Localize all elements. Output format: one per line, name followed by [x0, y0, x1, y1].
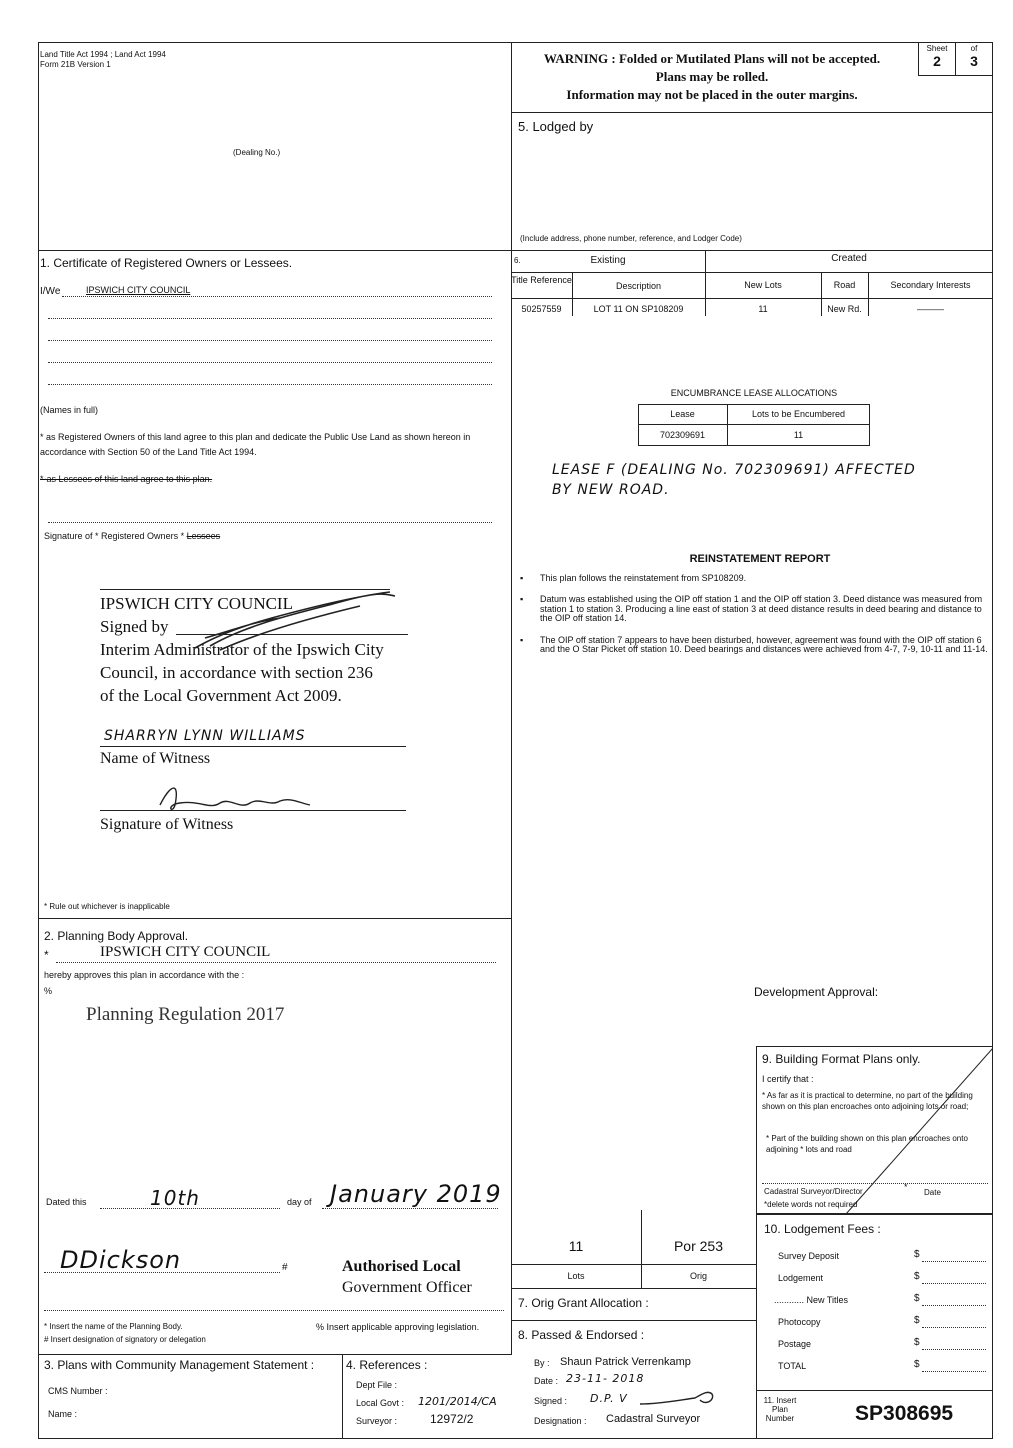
row-secondary: ——— — [917, 304, 944, 314]
building-signature-line — [762, 1183, 988, 1184]
fees-title: 10. Lodgement Fees : — [764, 1222, 881, 1236]
lots-label: Lots — [567, 1271, 585, 1281]
witness-signature — [150, 775, 320, 820]
owner-line-3 — [48, 340, 492, 341]
row-new-lots: 11 — [758, 304, 768, 314]
fee-label-6: TOTAL — [778, 1361, 807, 1371]
fee-line-2 — [922, 1283, 986, 1284]
block-signed-by: Signed by — [100, 617, 169, 636]
plan-number-value: SP308695 — [855, 1402, 954, 1425]
fee-line-4 — [922, 1327, 986, 1328]
col-description: Description — [615, 281, 662, 291]
fee-line-6 — [922, 1371, 986, 1372]
officer-line-2: Government Officer — [342, 1279, 472, 1296]
header-bottom-line — [38, 250, 993, 251]
block-line-4: Council, in accordance with section 236 — [100, 663, 373, 682]
block-council: IPSWICH CITY COUNCIL — [100, 594, 293, 613]
cms-name-label: Name : — [48, 1409, 78, 1419]
signature-dotted-line — [48, 522, 492, 523]
dept-file-label: Dept File : — [356, 1380, 398, 1390]
certificate-title: 1. Certificate of Registered Owners or Lessees. — [40, 256, 293, 270]
dealing-no-label: (Dealing No.) — [233, 148, 281, 157]
encumbrance-header-line — [638, 424, 870, 425]
encumbrance-title: ENCUMBRANCE LEASE ALLOCATIONS — [670, 388, 838, 398]
owner-line-5 — [48, 384, 492, 385]
reinstatement-item-2: ▪ Datum was established using the OIP off station 1 and the OIP off station 3. Deed distance was measured from station 1 to station 3. Producing a line east of station 3 at deed distance results in deed bearing and distance to the OIP off station 14. — [518, 595, 988, 623]
rule-note: * Rule out whichever is inapplicable — [44, 902, 170, 911]
fee-line-5 — [922, 1349, 986, 1350]
planning-council: IPSWICH CITY COUNCIL — [100, 944, 271, 960]
sheet-value: 2 — [933, 53, 941, 69]
row-road: New Rd. — [827, 304, 862, 314]
col-new-lots: New Lots — [744, 280, 782, 290]
signature-label-text: Signature of * Registered Owners * — [44, 531, 185, 541]
lots-orig-bottom-line — [511, 1288, 756, 1289]
passed-signature-stroke — [640, 1388, 720, 1410]
fee-value-1: $ — [914, 1249, 920, 1260]
encumbrance-col-lots: Lots to be Encumbered — [751, 409, 846, 419]
table-row-line — [511, 298, 993, 299]
owner-name: IPSWICH CITY COUNCIL — [86, 285, 191, 295]
passed-by-label: By : — [534, 1358, 550, 1368]
planning-notes-line — [44, 1310, 504, 1311]
passed-signed-label: Signed : — [534, 1396, 568, 1406]
officer-signature-line — [44, 1272, 280, 1273]
officer-line-1: Authorised Local — [342, 1258, 461, 1275]
sheet-box — [918, 42, 956, 76]
planning-top-line — [38, 918, 512, 919]
act-line-2: Form 21B Version 1 — [40, 60, 111, 69]
lots-value: 11 — [568, 1238, 584, 1254]
signature-lessees: Lessees — [186, 531, 221, 541]
planning-title: 2. Planning Body Approval. — [44, 929, 189, 943]
building-item-1: * As far as it is practical to determine, no part of the building shown on this plan encroaches onto adjoining lots or road; — [762, 1091, 973, 1111]
owner-line-4 — [48, 362, 492, 363]
bottom-sections-divider — [342, 1354, 343, 1439]
dated-day-line — [100, 1208, 280, 1209]
col-secondary: Secondary Interests — [890, 280, 971, 290]
administrator-signature — [190, 588, 400, 658]
owner-line-1 — [62, 296, 492, 297]
note-designation: # Insert designation of signatory or delegation — [44, 1335, 206, 1344]
fee-value-6: $ — [914, 1359, 920, 1370]
passed-signed-value: D.P. V — [590, 1392, 628, 1405]
reinstatement-item-1: ▪ This plan follows the reinstatement from SP108209. — [518, 574, 988, 583]
encumbrance-col-lease: Lease — [670, 409, 695, 419]
passed-designation-label: Designation : — [534, 1416, 587, 1426]
fee-value-5: $ — [914, 1337, 920, 1348]
fee-label-5: Postage — [778, 1339, 812, 1349]
lots-orig-label-line — [511, 1264, 756, 1265]
passed-title: 8. Passed & Endorsed : — [518, 1328, 645, 1342]
dated-month: January 2019 — [330, 1180, 502, 1208]
encumbrance-row-lease: 702309691 — [659, 430, 706, 440]
block-line-3: Interim Administrator of the Ipswich City — [100, 640, 384, 659]
encumbrance-handwritten-2: BY NEW ROAD. — [552, 482, 670, 498]
surveyor-ref-value: 12972/2 — [430, 1412, 474, 1426]
owners-text: * as Registered Owners of this land agree to this plan and dedicate the Public Use Land as shown hereon in accordance with Section 50 of the Land Title Act 1994. — [40, 432, 471, 457]
witness-name-label: Name of Witness — [100, 750, 211, 767]
surveyor-ref-label: Surveyor : — [356, 1416, 398, 1426]
officer-title — [342, 1256, 472, 1298]
encumbrance-row-lots: 11 — [793, 430, 804, 440]
reinstatement-list — [518, 574, 988, 661]
planning-regulation: Planning Regulation 2017 — [86, 1004, 285, 1025]
col-title-ref: Title Reference — [511, 275, 572, 285]
local-govt-value: 1201/2014/CA — [418, 1395, 497, 1408]
fee-value-3: $ — [914, 1293, 920, 1304]
cms-number-label: CMS Number : — [48, 1386, 108, 1396]
building-format-title: 9. Building Format Plans only. — [762, 1052, 921, 1066]
section-6-no: 6. — [514, 256, 521, 265]
note-planning-body: * Insert the name of the Planning Body. — [44, 1322, 183, 1331]
building-star: * — [904, 1182, 908, 1192]
fee-label-4: Photocopy — [778, 1317, 821, 1327]
dated-label: Dated this — [46, 1197, 87, 1207]
lodged-by-note: (Include address, phone number, reference, and Lodger Code) — [520, 234, 742, 243]
references-title: 4. References : — [346, 1358, 428, 1372]
fee-value-2: $ — [914, 1271, 920, 1282]
col-road: Road — [833, 280, 856, 290]
building-item-2: * Part of the building shown on this plan encroaches onto adjoining * lots and road — [766, 1134, 968, 1154]
planning-percent: % — [44, 986, 53, 996]
fees-top-line — [756, 1214, 993, 1215]
note-legislation: % Insert applicable approving legislation. — [316, 1322, 480, 1332]
reinstatement-title: REINSTATEMENT REPORT — [689, 553, 831, 565]
names-note: (Names in full) — [40, 405, 99, 415]
of-value: 3 — [970, 53, 978, 69]
plan-number-label — [760, 1396, 800, 1423]
bottom-sections-top-line — [38, 1354, 512, 1355]
owner-line-2 — [48, 318, 492, 319]
building-delete-note: *delete words not required — [764, 1200, 858, 1209]
orig-grant: 7. Orig Grant Allocation : — [518, 1296, 649, 1310]
warning-text — [512, 50, 912, 104]
passed-designation-value: Cadastral Surveyor — [606, 1413, 701, 1425]
planning-council-line — [56, 962, 496, 963]
building-certify: I certify that : — [762, 1074, 814, 1084]
lessees-text: *-as Lessees of this land agree to this plan. — [40, 474, 213, 484]
orig-value: Por 253 — [673, 1238, 724, 1254]
fees-left-divider — [756, 1214, 757, 1439]
encumbrance-handwritten-1: LEASE F (DEALING No. 702309691) AFFECTED — [552, 462, 916, 478]
row-description: LOT 11 ON SP108209 — [593, 304, 684, 314]
of-label: of — [970, 44, 978, 53]
passed-date-label: Date : — [534, 1376, 559, 1386]
fee-label-3: ............ New Titles — [774, 1295, 849, 1305]
building-surveyor-label: Cadastral Surveyor/Director — [764, 1187, 863, 1196]
plan-number-label-1: 11. Insert — [763, 1396, 797, 1405]
block-line-5: of the Local Government Act 2009. — [100, 686, 342, 705]
passed-date-value: 23-11- 2018 — [566, 1372, 645, 1385]
iwe-label: I/We — [40, 286, 61, 297]
local-govt-label: Local Govt : — [356, 1398, 405, 1408]
orig-label: Orig — [689, 1271, 707, 1281]
lodged-by-title: 5. Lodged by — [518, 119, 594, 134]
day-of-label: day of — [287, 1197, 312, 1207]
act-line-1: Land Title Act 1994 ; Land Act 1994 — [40, 50, 166, 59]
row-title-ref: 50257559 — [521, 304, 562, 314]
development-approval: Development Approval: — [754, 985, 879, 999]
planning-star: * — [44, 948, 49, 962]
officer-signature: DDickson — [60, 1246, 182, 1274]
fee-label-2: Lodgement — [778, 1273, 824, 1283]
plan-number-top-line — [756, 1390, 993, 1391]
signature-label — [44, 531, 220, 541]
fee-line-3 — [922, 1305, 986, 1306]
center-divider — [511, 42, 512, 1355]
witness-sig-label: Signature of Witness — [100, 816, 234, 833]
created-label: Created — [831, 253, 867, 264]
building-date-label: Date — [924, 1188, 941, 1197]
orig-grant-bottom-line — [511, 1320, 756, 1321]
existing-label: Existing — [590, 255, 626, 266]
plan-number-label-3: Number — [765, 1414, 795, 1423]
fee-label-1: Survey Deposit — [778, 1251, 840, 1261]
of-box — [955, 42, 993, 76]
plan-number-label-2: Plan — [771, 1405, 788, 1414]
passed-by-value: Shaun Patrick Verrenkamp — [560, 1356, 691, 1368]
warning-bottom-line — [511, 112, 993, 113]
fee-value-4: $ — [914, 1315, 920, 1326]
reinstatement-item-3: ▪ The OIP off station 7 appears to have been disturbed, however, agreement was found with the OIP off station 6 and the O Star Picket off station 10. Deed bearings and distances were achieved from 4-7, 7-9, 10-11 and 11-14. — [518, 636, 988, 655]
planning-approves-text: hereby approves this plan in accordance with the : — [44, 970, 245, 980]
table-header-line — [511, 272, 993, 273]
warning-line-2: Plans may be rolled. — [655, 69, 769, 84]
community-title: 3. Plans with Community Management Statement : — [44, 1358, 315, 1372]
sheet-label: Sheet — [926, 44, 948, 53]
fee-line-1 — [922, 1261, 986, 1262]
warning-line-3: Information may not be placed in the outer margins. — [566, 87, 858, 102]
dated-month-line — [322, 1208, 498, 1209]
officer-hash: # — [282, 1262, 288, 1273]
warning-line-1: WARNING : Folded or Mutilated Plans will not be accepted. — [543, 51, 881, 66]
witness-name-line — [100, 746, 406, 747]
witness-sig-line — [100, 810, 406, 811]
witness-name: SHARRYN LYNN WILLIAMS — [104, 728, 306, 744]
dated-day: 10th — [150, 1186, 200, 1210]
